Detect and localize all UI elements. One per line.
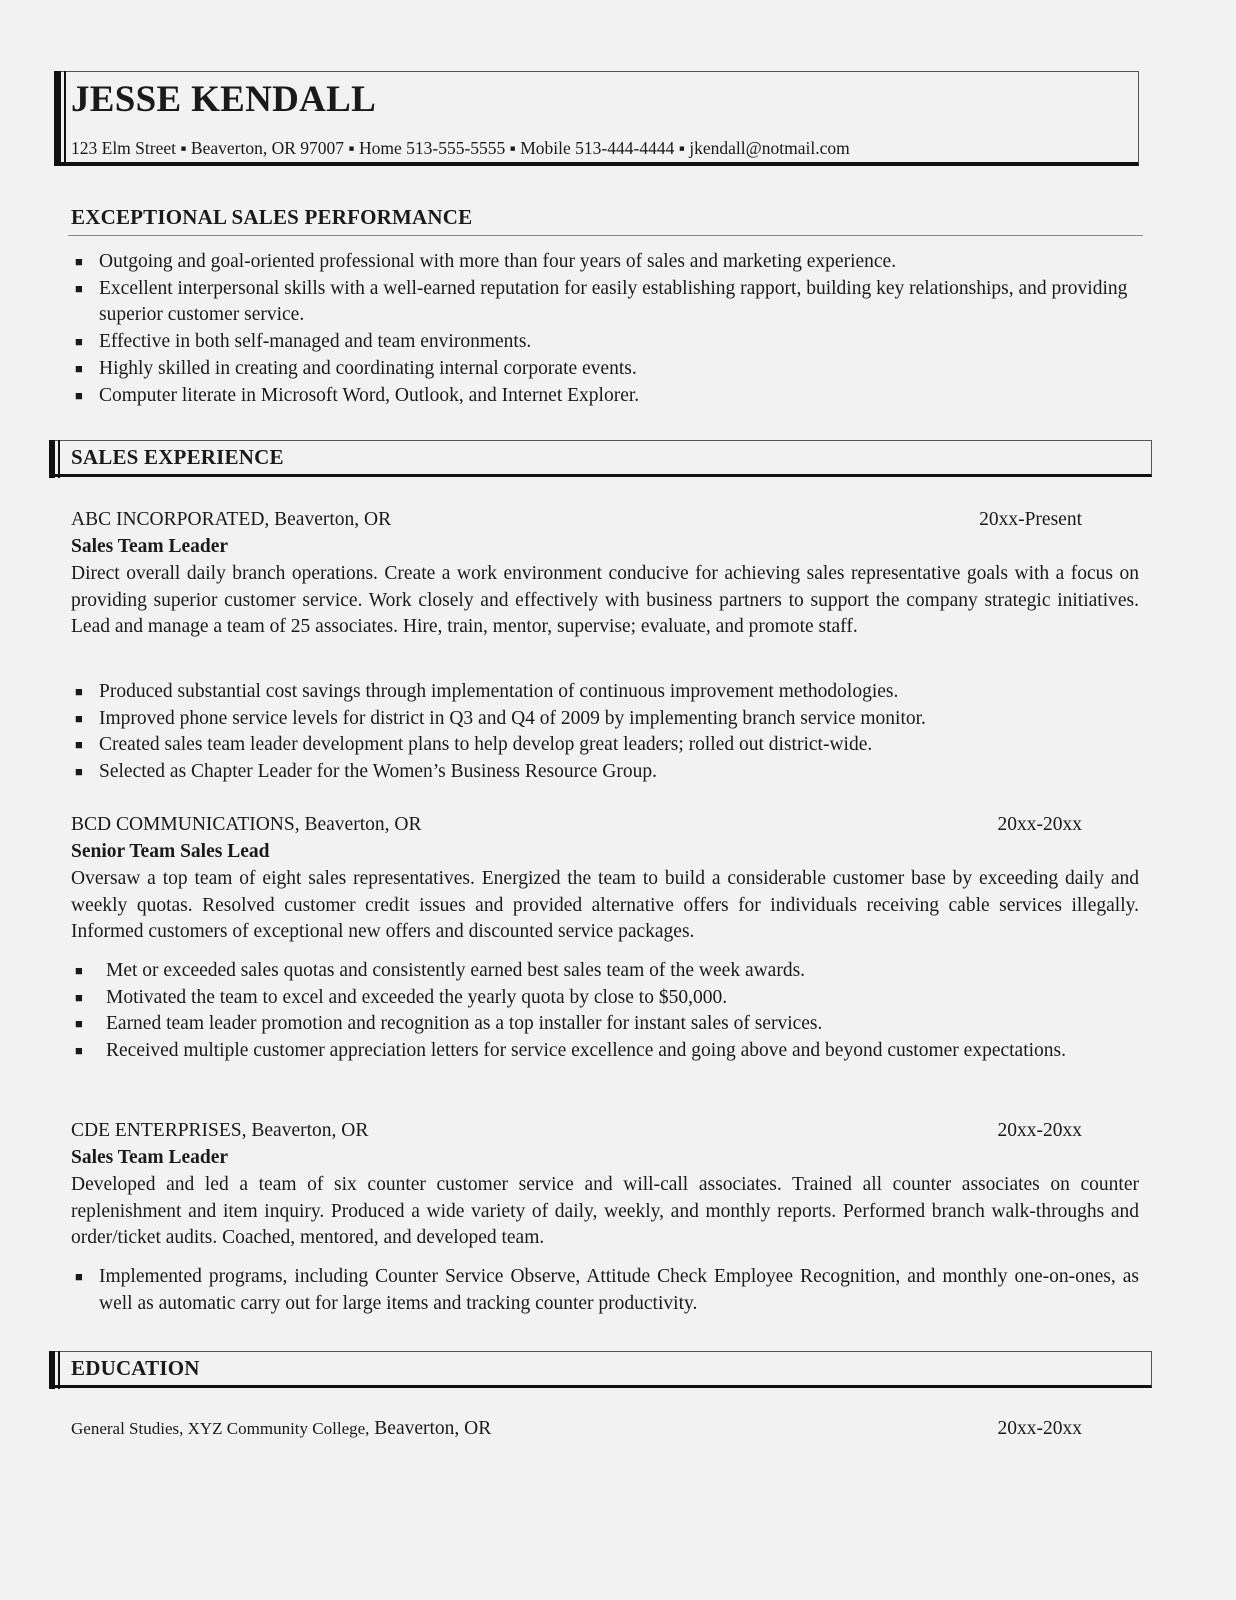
list-item: ■ Excellent interpersonal skills with a well-earned reputation for easily establishing rapport, building key relationships, and providing superior customer service. <box>75 277 1128 326</box>
summary-title: EXCEPTIONAL SALES PERFORMANCE <box>71 205 473 229</box>
list-item: ■ Implemented programs, including Counter Service Observe, Attitude Check Employee Recognition, and monthly one-on-ones, as well as automatic carry out for large items and tracking counter productivity. <box>75 1266 1139 1314</box>
job-title: Sales Team Leader <box>71 1146 229 1168</box>
header-bar <box>54 71 66 166</box>
section-bar <box>49 440 60 478</box>
job-description: Developed and led a team of six counter customer service and will-call associates. Trained all counter associates on counter replenishment and item inquiry. Produced a wide variety of daily, weekly, and monthly reports. Performed branch walk-throughs and order/ticket audits. Coached, mentored, and developed team. <box>71 1174 1139 1249</box>
experience-title: SALES EXPERIENCE <box>71 445 284 469</box>
section-bar <box>49 1351 60 1389</box>
job-dates: 20xx-20xx <box>997 814 1082 835</box>
experience-header <box>49 440 1152 477</box>
education-title: EDUCATION <box>71 1356 200 1380</box>
job-header <box>71 812 1082 865</box>
job-dates: 20xx-20xx <box>997 1120 1082 1141</box>
list-item: ■ Met or exceeded sales quotas and consistently earned best sales team of the week awards. <box>75 960 806 981</box>
list-item: ■ Computer literate in Microsoft Word, Outlook, and Internet Explorer. <box>75 384 640 406</box>
list-item: ■ Produced substantial cost savings through implementation of continuous improvement methodologies. <box>75 681 899 702</box>
list-item: ■ Motivated the team to excel and exceeded the yearly quota by close to $50,000. <box>75 986 728 1008</box>
job-bullets <box>71 1264 1139 1317</box>
candidate-name: JESSE KENDALL <box>71 79 377 120</box>
job-title: Senior Team Sales Lead <box>71 840 270 862</box>
list-item: ■ Effective in both self-managed and team environments. <box>75 331 532 353</box>
list-item: ■ Highly skilled in creating and coordinating internal corporate events. <box>75 357 637 379</box>
job-company: CDE ENTERPRISES, Beaverton, OR <box>71 1120 369 1141</box>
job-description: Oversaw a top team of eight sales representatives. Energized the team to build a considerable customer base by exceeding daily and weekly quotas. Resolved customer credit issues and provided alternative offers for individuals receiving cable services illegally. Informed customers of exceptional new offers and discounted service packages. <box>71 868 1139 943</box>
list-item: ■ Earned team leader promotion and recognition as a top installer for instant sales of services. <box>75 1013 823 1035</box>
education-dates: 20xx-20xx <box>997 1418 1082 1439</box>
list-item: ■ Outgoing and goal-oriented professional with more than four years of sales and marketing experience. <box>75 251 897 272</box>
job-header <box>71 507 1082 560</box>
summary-rule <box>68 235 1143 236</box>
list-item: ■ Selected as Chapter Leader for the Women’s Business Resource Group. <box>75 761 657 783</box>
education-header <box>49 1351 1152 1388</box>
list-item: ■ Received multiple customer appreciation letters for service excellence and going above and beyond customer expectations. <box>75 1040 1067 1062</box>
job-title: Sales Team Leader <box>71 535 229 557</box>
job-company: BCD COMMUNICATIONS, Beaverton, OR <box>71 814 422 835</box>
job-company: ABC INCORPORATED, Beaverton, OR <box>71 509 392 530</box>
contact-line: 123 Elm Street ▪ Beaverton, OR 97007 ▪ Home 513-555-5555 ▪ Mobile 513-444-4444 ▪ jkendall@notmail.com <box>71 138 850 158</box>
job-bullets <box>71 679 1139 786</box>
job-header <box>71 1118 1082 1171</box>
education-location: Beaverton, OR <box>374 1418 492 1439</box>
summary-list <box>71 249 1139 409</box>
job-description: Direct overall daily branch operations. Create a work environment conducive for achieving sales representative goals with a focus on providing superior customer service. Work closely and effectively with business partners to support the company strategic initiatives. Lead and manage a team of 25 associates. Hire, train, mentor, supervise; evaluate, and promote staff. <box>71 563 1139 638</box>
header-box <box>54 71 1139 166</box>
list-item: ■ Created sales team leader development plans to help develop great leaders; rolled out district-wide. <box>75 734 873 756</box>
education-school: General Studies, XYZ Community College, <box>71 1419 370 1438</box>
list-item: ■ Improved phone service levels for district in Q3 and Q4 of 2009 by implementing branch service monitor. <box>75 707 926 729</box>
education-entry <box>71 1416 1082 1443</box>
job-bullets <box>71 958 1071 1065</box>
job-dates: 20xx-Present <box>979 509 1082 530</box>
